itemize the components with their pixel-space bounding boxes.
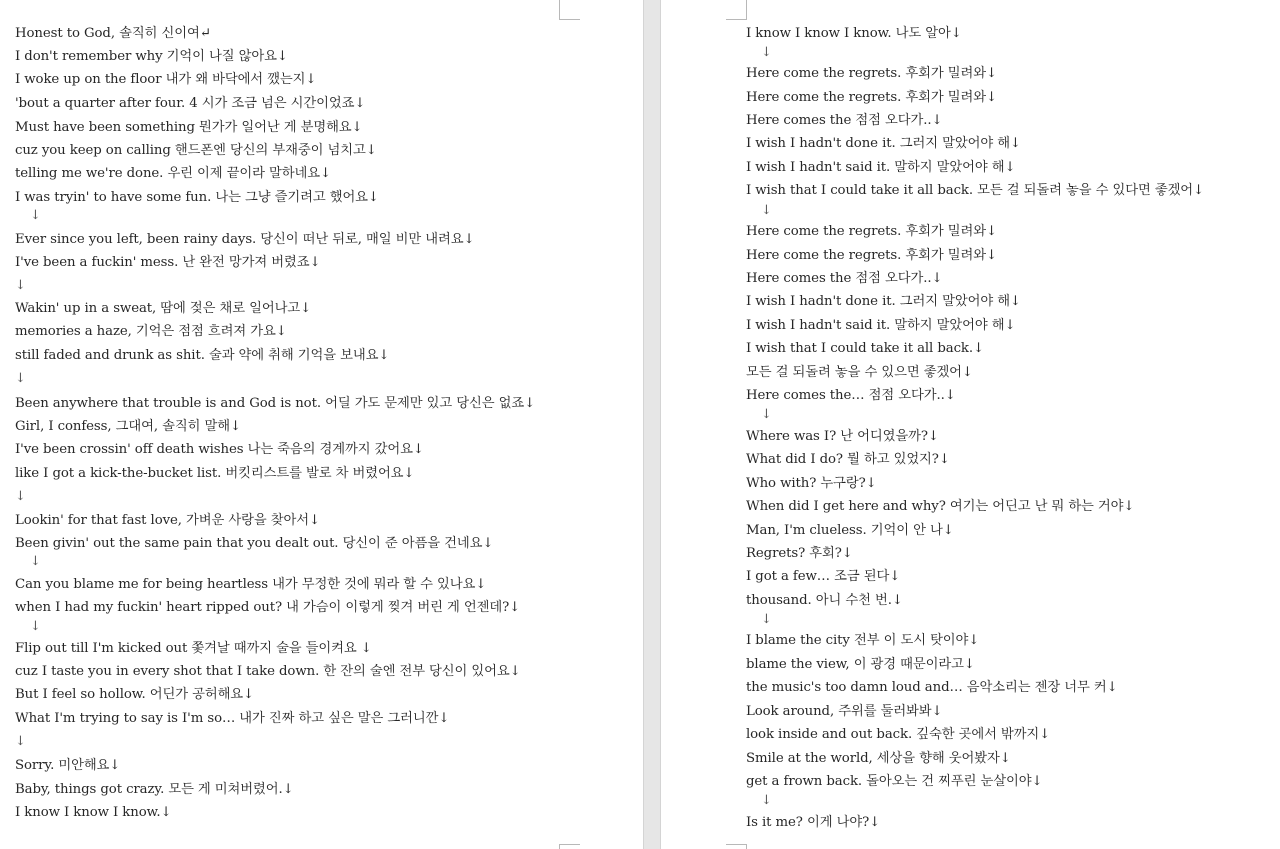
lyric-line[interactable]: look inside and out back. 깊숙한 곳에서 밖까지↓	[746, 727, 1051, 742]
page-corner-mark	[559, 0, 580, 20]
lyric-line[interactable]: Here come the regrets. 후회가 밀려와↓	[746, 248, 997, 263]
lyric-line[interactable]: Sorry. 미안해요↓	[15, 758, 121, 773]
page-gutter	[643, 0, 661, 849]
lyric-line[interactable]: Is it me? 이게 나야?↓	[746, 815, 881, 830]
lyric-line[interactable]: I was tryin' to have some fun. 나는 그냥 즐기려고 했어요↓	[15, 190, 379, 205]
lyric-line[interactable]: When did I get here and why? 여기는 어딘고 난 뭐 하는 거야↓	[746, 499, 1135, 514]
lyric-line[interactable]: I don't remember why 기억이 나질 않아요↓	[15, 49, 288, 64]
lyric-line[interactable]: Look around, 주위를 둘러봐봐↓	[746, 704, 943, 719]
document-page-right[interactable]	[661, 0, 1280, 849]
lyric-line[interactable]: Man, I'm clueless. 기억이 안 나↓	[746, 523, 954, 538]
lyric-line[interactable]: Who with? 누구랑?↓	[746, 476, 877, 491]
lyric-line[interactable]: ↓	[30, 619, 41, 634]
lyric-line[interactable]: Here comes the 점점 오다가..↓	[746, 113, 943, 128]
lyric-line[interactable]: Here comes the 점점 오다가..↓	[746, 271, 943, 286]
lyric-line[interactable]: the music's too damn loud and… 음악소리는 젠장 너무 커↓	[746, 680, 1118, 695]
lyric-line[interactable]: I've been crossin' off death wishes 나는 죽음의 경계까지 갔어요↓	[15, 442, 424, 457]
lyric-line[interactable]: thousand. 아니 수천 번.↓	[746, 593, 903, 608]
lyric-line[interactable]: I got a few… 조금 된다↓	[746, 569, 901, 584]
lyric-line[interactable]: Regrets? 후회?↓	[746, 546, 853, 561]
lyric-line[interactable]: ↓	[761, 612, 772, 627]
lyric-line[interactable]: What did I do? 뭘 하고 있었지?↓	[746, 452, 950, 467]
lyric-line[interactable]: still faded and drunk as shit. 술과 약에 취해 기억을 보내요↓	[15, 348, 390, 363]
lyric-line[interactable]: Smile at the world, 세상을 향해 웃어봤자↓	[746, 751, 1011, 766]
lyric-line[interactable]: Ever since you left, been rainy days. 당신이 떠난 뒤로, 매일 비만 내려요↓	[15, 232, 475, 247]
page-corner-mark	[726, 0, 747, 20]
lyric-line[interactable]: Girl, I confess, 그대여, 솔직히 말해↓	[15, 419, 242, 434]
lyric-line[interactable]: Been anywhere that trouble is and God is not. 어딜 가도 문제만 있고 당신은 없죠↓	[15, 396, 536, 411]
lyric-line[interactable]: cuz I taste you in every shot that I take down. 한 잔의 술엔 전부 당신이 있어요↓	[15, 664, 521, 679]
lyric-line[interactable]: ↓	[30, 208, 41, 223]
lyric-line[interactable]: I wish I hadn't said it. 말하지 말았어야 해↓	[746, 160, 1016, 175]
lyric-line[interactable]: I wish I hadn't done it. 그러지 말았어야 해↓	[746, 294, 1021, 309]
lyric-line[interactable]: I wish that I could take it all back.↓	[746, 341, 985, 356]
lyric-line[interactable]: ↓	[761, 45, 772, 60]
lyric-line[interactable]: Here comes the… 점점 오다가..↓	[746, 388, 956, 403]
lyric-line[interactable]: I wish that I could take it all back. 모든 걸 되돌려 놓을 수 있다면 좋겠어↓	[746, 183, 1205, 198]
lyric-line[interactable]: cuz you keep on calling 핸드폰엔 당신의 부재중이 넘치고↓	[15, 143, 377, 158]
lyric-line[interactable]: memories a haze, 기억은 점점 흐려져 가요↓	[15, 324, 287, 339]
lyric-line[interactable]: I wish I hadn't done it. 그러지 말았어야 해↓	[746, 136, 1021, 151]
lyric-line[interactable]: get a frown back. 돌아오는 건 찌푸린 눈살이야↓	[746, 774, 1043, 789]
lyric-line[interactable]: ↓	[761, 203, 772, 218]
lyric-line[interactable]: 모든 걸 되돌려 놓을 수 있으면 좋겠어↓	[746, 365, 973, 380]
lyric-line[interactable]: But I feel so hollow. 어딘가 공허해요↓	[15, 687, 255, 702]
lyric-line[interactable]: Been givin' out the same pain that you dealt out. 당신이 준 아픔을 건네요↓	[15, 536, 494, 551]
lyric-line[interactable]: ↓	[761, 793, 772, 808]
lyric-line[interactable]: What I'm trying to say is I'm so… 내가 진짜 하고 싶은 말은 그러니깐↓	[15, 711, 450, 726]
lyric-line[interactable]: Can you blame me for being heartless 내가 무정한 것에 뭐라 할 수 있나요↓	[15, 577, 487, 592]
lyric-line[interactable]: Must have been something 뭔가가 일어난 게 분명해요↓	[15, 120, 363, 135]
page-corner-mark	[559, 844, 580, 849]
lyric-line[interactable]: Baby, things got crazy. 모든 게 미쳐버렸어.↓	[15, 782, 294, 797]
lyric-line[interactable]: ↓	[15, 734, 26, 749]
page-corner-mark	[726, 844, 747, 849]
lyric-line[interactable]: ↓	[761, 407, 772, 422]
lyric-line[interactable]: 'bout a quarter after four. 4 시가 조금 넘은 시간이었죠↓	[15, 96, 366, 111]
lyric-line[interactable]: Here come the regrets. 후회가 밀려와↓	[746, 224, 997, 239]
lyric-line[interactable]: I woke up on the floor 내가 왜 바닥에서 깼는지↓	[15, 72, 317, 87]
lyric-line[interactable]: I wish I hadn't said it. 말하지 말았어야 해↓	[746, 318, 1016, 333]
lyric-line[interactable]: ↓	[15, 278, 26, 293]
lyric-line[interactable]: I know I know I know. 나도 알아↓	[746, 26, 962, 41]
lyric-line[interactable]: telling me we're done. 우린 이제 끝이라 말하네요↓	[15, 166, 332, 181]
lyric-line[interactable]: blame the view, 이 광경 때문이라고↓	[746, 657, 975, 672]
lyric-line[interactable]: Lookin' for that fast love, 가벼운 사랑을 찾아서↓	[15, 513, 321, 528]
lyric-line[interactable]: Wakin' up in a sweat, 땀에 젖은 채로 일어나고↓	[15, 301, 312, 316]
lyric-line[interactable]: Here come the regrets. 후회가 밀려와↓	[746, 90, 997, 105]
lyric-line[interactable]: ↓	[15, 371, 26, 386]
lyric-line[interactable]: Flip out till I'm kicked out 쫓겨날 때까지 술을 들이켜요 ↓	[15, 641, 372, 656]
lyric-line[interactable]: ↓	[30, 554, 41, 569]
lyric-line[interactable]: like I got a kick-the-bucket list. 버킷리스트를 발로 차 버렸어요↓	[15, 466, 415, 481]
lyric-line[interactable]: Where was I? 난 어디였을까?↓	[746, 429, 939, 444]
lyric-line[interactable]: I've been a fuckin' mess. 난 완전 망가져 버렸죠↓	[15, 255, 321, 270]
lyric-line[interactable]: I know I know I know.↓	[15, 805, 172, 820]
lyric-line[interactable]: Here come the regrets. 후회가 밀려와↓	[746, 66, 997, 81]
lyric-line[interactable]: ↓	[15, 489, 26, 504]
lyric-line[interactable]: I blame the city 전부 이 도시 탓이야↓	[746, 633, 980, 648]
lyric-line[interactable]: Honest to God, 솔직히 신이여↵	[15, 26, 211, 41]
lyric-line[interactable]: when I had my fuckin' heart ripped out? 내 가슴이 이렇게 찢겨 버린 게 언젠데?↓	[15, 600, 521, 615]
